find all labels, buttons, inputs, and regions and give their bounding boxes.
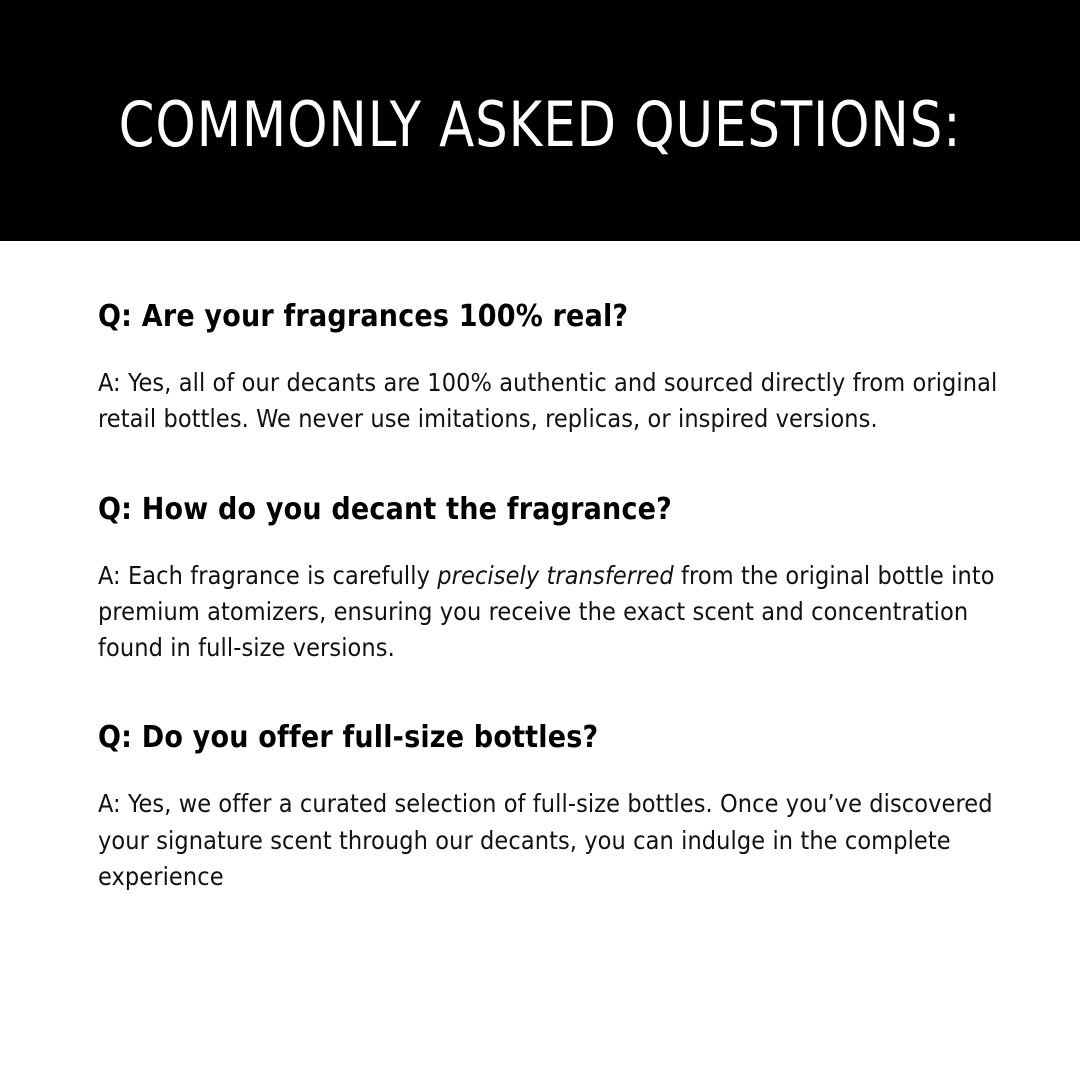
faq-answer-part: A: Each fragrance is carefully (98, 560, 438, 590)
faq-answer (98, 365, 1006, 438)
faq-list (0, 241, 1080, 895)
faq-question: Q: Are your fragrances 100% real? (98, 299, 629, 334)
faq-answer (98, 786, 1006, 895)
faq-answer-part: A: Yes, all of our decants are 100% authentic and sourced directly from original retail bottles. We never use imitations, replicas, or inspired versions. (98, 368, 998, 434)
faq-item (98, 299, 1006, 438)
faq-answer-part: A: Yes, we offer a curated selection of full-size bottles. Once you’ve discovered your signature scent through our decants, you can indulge in the complete experience (98, 789, 993, 891)
faq-question: Q: How do you decant the fragrance? (98, 491, 673, 527)
faq-answer-part: from the original bottle into premium atomizers, ensuring you receive the exact scent and concentration found in full-size versions. (98, 560, 995, 662)
faq-answer (98, 558, 1006, 667)
faq-item (98, 492, 1006, 667)
faq-question: Q: Do you offer full-size bottles? (98, 720, 599, 756)
faq-answer-emphasis: precisely transferred (437, 560, 674, 590)
faq-item (98, 720, 1006, 895)
header-banner (0, 0, 1080, 241)
page-title: COMMONLY ASKED QUESTIONS: (118, 87, 962, 161)
